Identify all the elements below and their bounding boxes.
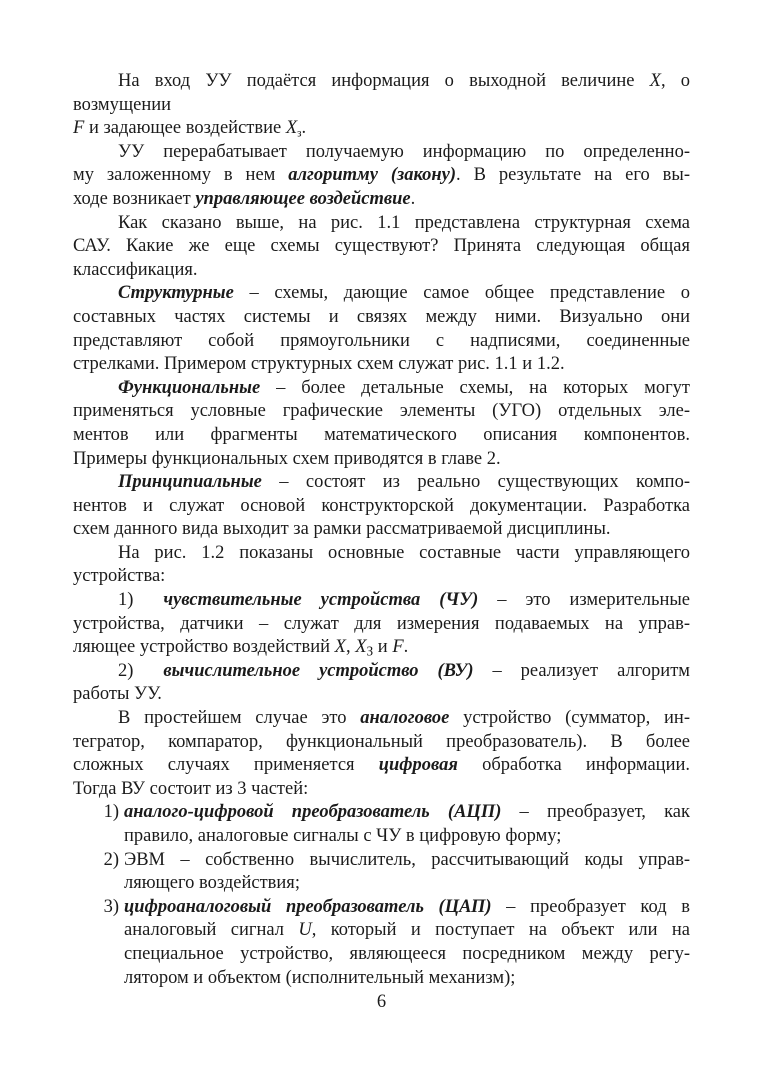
text-line: САУ. Какие же еще схемы существуют? Принята следующая общая (73, 236, 690, 257)
text: На вход УУ подаётся информация о выходной величине (118, 71, 650, 91)
text: . (301, 118, 307, 139)
paragraph-principal (73, 471, 690, 542)
text-line: лятором и объектом (исполнительный механизм); (124, 967, 516, 988)
text: – это измерительные (478, 590, 690, 611)
text-line: ментов или фрагменты математического описания компонентов. (73, 424, 690, 445)
var-x3: X (285, 118, 298, 139)
subscript: з (297, 127, 302, 140)
text-line: специальное устройство, являющееся посредником между регу- (124, 943, 690, 964)
term-adc: аналого-цифровой преобразователь (АЦП) (124, 802, 502, 823)
text: и (373, 637, 393, 658)
var-x: X (649, 71, 661, 91)
text: , который и поступает на объект или на (311, 920, 690, 941)
page-body (73, 70, 690, 990)
text-line: ЭВМ – собственно вычислитель, рассчитывающий коды управ- (124, 849, 690, 870)
text-line: Примеры функциональных схем приводятся в главе 2. (73, 448, 501, 469)
paragraph-classification (73, 212, 690, 283)
term-algorithm: алгоритму (закону) (288, 165, 457, 186)
list-item-computer (73, 849, 690, 896)
text: ляющее устройство воздействий (73, 637, 335, 658)
list-item-adc (73, 801, 690, 848)
text-line: представляют собой прямоугольники с надписями, соединенные (73, 330, 690, 351)
text-line: схем данного вида выходит за рамки рассматриваемой дисциплины. (73, 519, 611, 540)
text-line: устройства, датчики – служат для измерения подаваемых на управ- (73, 613, 690, 634)
item-number: 2) (103, 849, 119, 870)
item-number: 1) (118, 590, 134, 611)
text: . (410, 188, 416, 209)
text-line: составных частях системы и связях между ними. Визуально они (73, 306, 690, 327)
text-line: тегратор, компаратор, функциональный преобразователь). В более (73, 731, 690, 752)
text-line: классификация. (73, 259, 198, 280)
text: обработка информации. (457, 755, 690, 776)
list-item-sensors (73, 589, 690, 660)
item-number: 1) (103, 802, 119, 823)
text: му заложенному в нем (73, 165, 289, 186)
text: , о возмущении (73, 71, 691, 115)
text: , (345, 637, 356, 658)
text: – преобразует код в (491, 896, 690, 917)
term-functional: Функциональные (118, 377, 261, 398)
term-control-action: управляющее воздействие (195, 188, 411, 209)
paragraph-algorithm (73, 141, 690, 212)
term-digital: цифровая (378, 755, 458, 776)
text: В простейшем случае это (118, 708, 361, 729)
paragraph-structural (73, 282, 690, 376)
term-sensors: чувствительные устройства (ЧУ) (163, 590, 479, 611)
text: – реализует алгоритм (473, 660, 690, 681)
item-number: 3) (103, 896, 119, 917)
page-number: 6 (376, 992, 387, 1012)
term-dac: цифроаналоговый преобразователь (ЦАП) (124, 896, 492, 917)
var-f: F (392, 637, 404, 658)
text-line: Как сказано выше, на рис. 1.1 представлена структурная схема (118, 212, 690, 233)
text: – более детальные схемы, на которых могут (260, 377, 690, 398)
list-item-computing-device (73, 660, 690, 707)
text: . (403, 637, 409, 658)
var-f: F (73, 118, 85, 139)
text-line: нентов и служат основой конструкторской документации. Разработка (73, 495, 690, 516)
term-structural: Структурные (118, 283, 234, 304)
text-line: Тогда ВУ состоит из 3 частей: (73, 778, 309, 799)
paragraph-functional (73, 377, 690, 471)
text-line: применяться условные графические элементы (УГО) отдельных эле- (73, 401, 690, 422)
text-line: работы УУ. (73, 684, 162, 705)
text: УУ перерабатывает получаемую информацию по определенно- (118, 141, 690, 162)
text: и задающее воздействие (84, 118, 286, 139)
text: аналоговый сигнал (124, 920, 299, 941)
text-line: стрелками. Примером структурных схем служат рис. 1.1 и 1.2. (73, 354, 565, 375)
paragraph-input-info (73, 70, 690, 141)
text: сложных случаях применяется (73, 755, 379, 776)
list-item-dac (73, 896, 690, 990)
text-line: На рис. 1.2 показаны основные составные части управляющего (118, 542, 690, 563)
text-line: правило, аналоговые сигналы с ЧУ в цифровую форму; (124, 826, 562, 846)
text: устройство (сумматор, ин- (449, 708, 690, 729)
var-x3: X (355, 637, 367, 658)
term-analog: аналоговое (360, 708, 450, 729)
text: – преобразует, как (501, 802, 690, 823)
text: . В результате на его вы- (456, 165, 690, 186)
text: – схемы, дающие самое общее представление о (233, 283, 690, 304)
var-x: X (334, 637, 346, 658)
text-line: ляющего воздействия; (124, 873, 300, 894)
item-number: 2) (118, 660, 134, 681)
term-principal: Принципиальные (118, 472, 262, 493)
paragraph-analog-digital (73, 707, 690, 801)
term-computing-device: вычислительное устройство (ВУ) (163, 660, 474, 681)
paragraph-components-intro (73, 542, 690, 589)
text-line: устройства: (73, 566, 166, 587)
text: ходе возникает (73, 188, 196, 209)
text: – состоят из реально существующих компо- (261, 472, 690, 493)
subscript: З (366, 643, 374, 659)
var-u: U (298, 920, 312, 941)
